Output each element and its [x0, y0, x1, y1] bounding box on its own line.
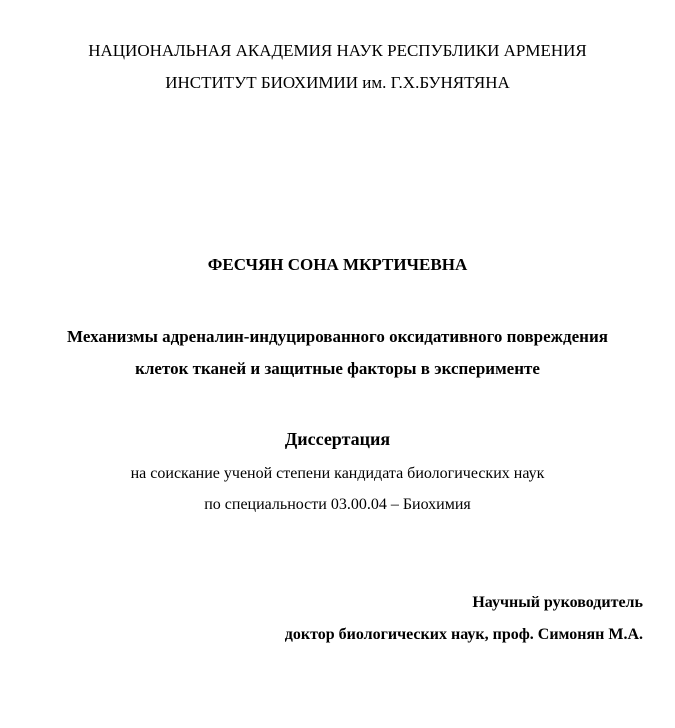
specialty-line: по специальности 03.00.04 – Биохимия	[204, 496, 471, 513]
degree-line: на соискание ученой степени кандидата биологических наук	[130, 465, 545, 482]
academy-name: НАЦИОНАЛЬНАЯ АКАДЕМИЯ НАУК РЕСПУБЛИКИ АРМЕНИЯ	[88, 41, 587, 60]
thesis-title-line-1: Механизмы адреналин-индуцированного оксидативного повреждения	[67, 327, 608, 346]
dissertation-heading: Диссертация	[284, 429, 391, 449]
institute-name: ИНСТИТУТ БИОХИМИИ им. Г.Х.БУНЯТЯНА	[165, 73, 510, 92]
supervisor-label: Научный руководитель	[472, 594, 643, 611]
author-name: ФЕСЧЯН СОНА МКРТИЧЕВНА	[207, 255, 468, 274]
thesis-title-line-2: клеток тканей и защитные факторы в эксперименте	[135, 359, 540, 378]
supervisor-name: доктор биологических наук, проф. Симонян М.А.	[284, 626, 643, 643]
